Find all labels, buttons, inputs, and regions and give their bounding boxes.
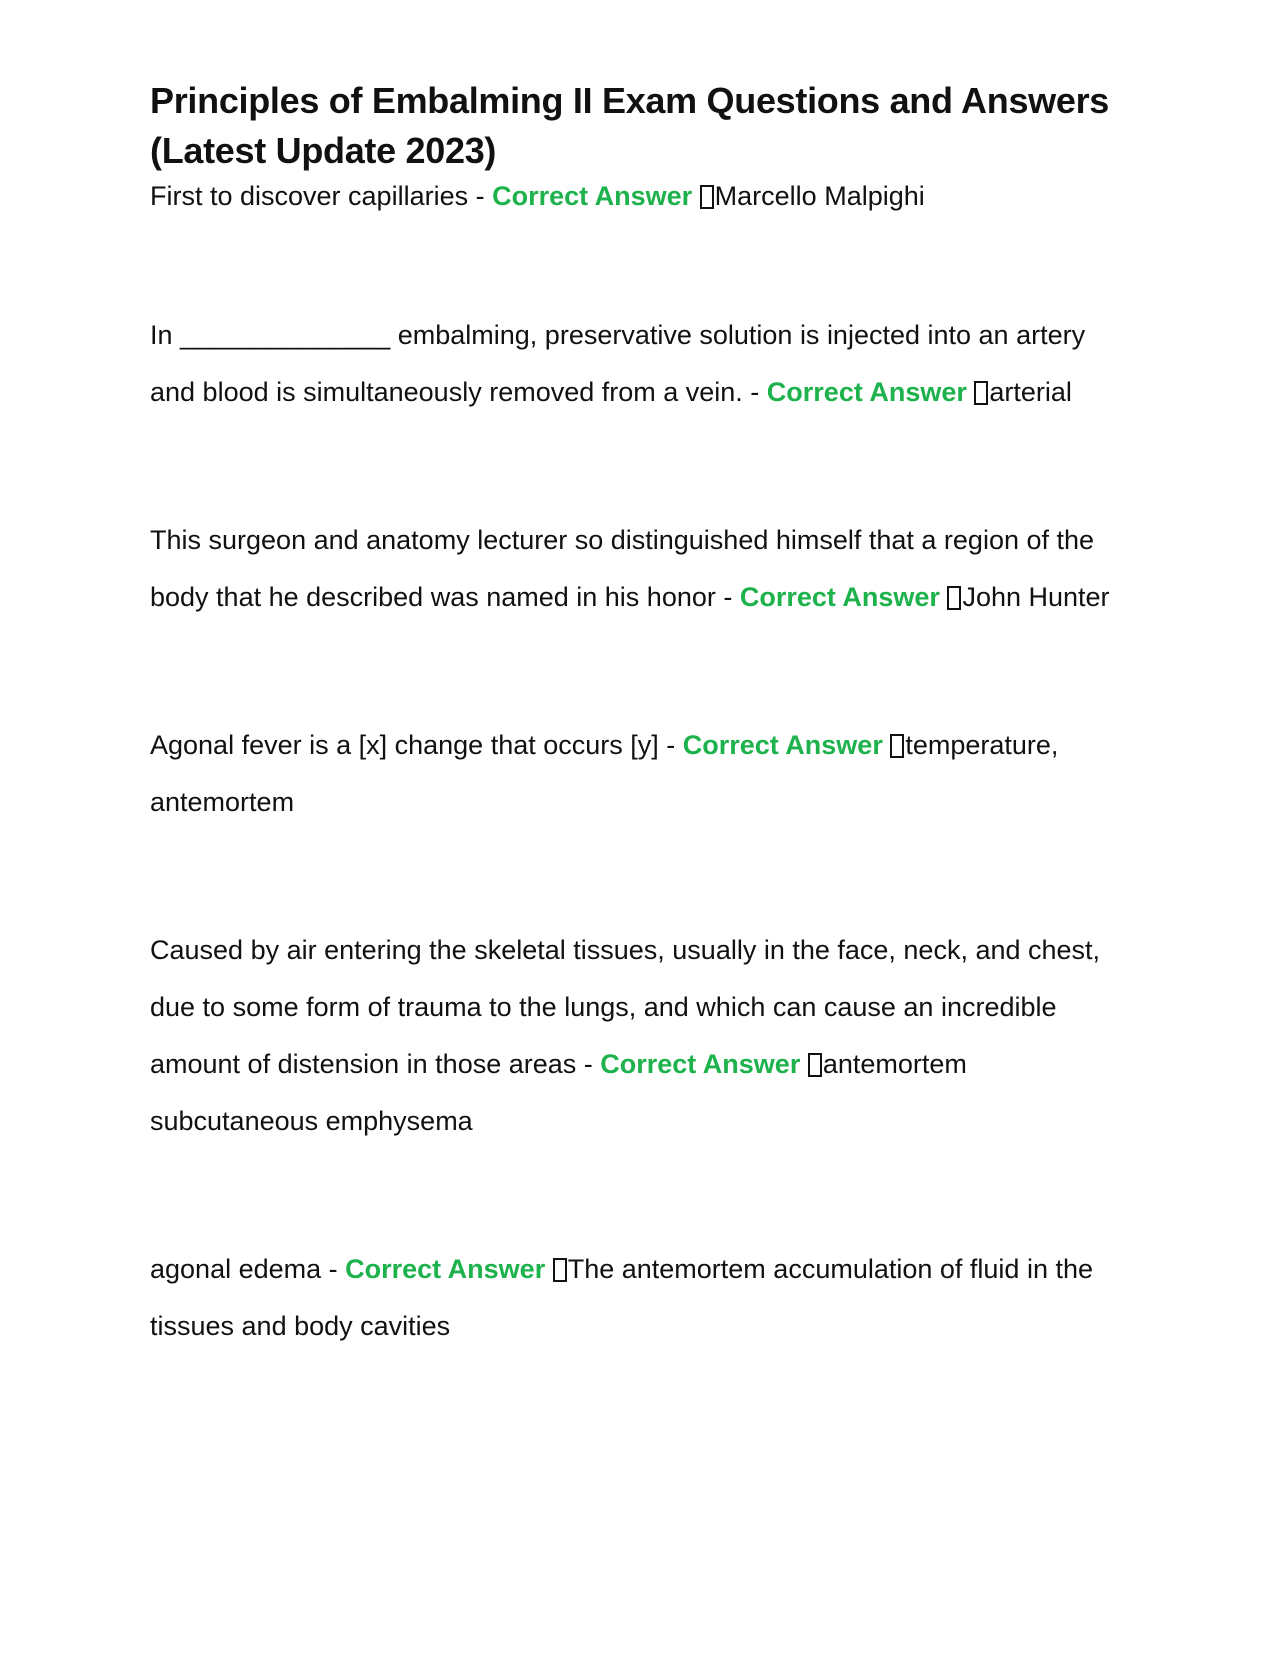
question-text: Caused by air entering the skeletal tissues, usually in the face, neck, and chest, due to some form of trauma to the lungs, and which can cause an incredible amount of distension in those areas - — [150, 935, 1101, 1079]
answer-text: Marcello Malpighi — [714, 181, 925, 211]
missing-glyph-box-icon — [700, 185, 714, 209]
question-text: First to discover capillaries - — [150, 181, 493, 211]
question-text: This surgeon and anatomy lecturer so distinguished himself that a region of the body that he described was named in his honor - — [150, 525, 1095, 612]
correct-answer-label: Correct Answer — [682, 730, 883, 760]
missing-glyph-box-icon — [553, 1258, 567, 1282]
qa-item — [150, 922, 1130, 1150]
correct-answer-label: Correct Answer — [766, 377, 967, 407]
qa-item — [150, 307, 1130, 421]
question-text: agonal edema - — [150, 1254, 346, 1284]
qa-item — [150, 176, 1130, 216]
correct-answer-label: Correct Answer — [345, 1254, 546, 1284]
document-title: Principles of Embalming II Exam Questions and Answers (Latest Update 2023) — [150, 80, 1110, 171]
answer-text: The antemortem accumulation of fluid in the tissues and body cavities — [150, 1254, 1093, 1341]
question-text: In ______________ embalming, preservative solution is injected into an artery and blood is simultaneously removed from a vein. - — [150, 320, 1086, 407]
answer-text: temperature, antemortem — [150, 730, 1059, 817]
missing-glyph-box-icon — [808, 1053, 822, 1077]
qa-item — [150, 717, 1130, 831]
qa-item — [150, 512, 1130, 626]
question-text: Agonal fever is a [x] change that occurs [y] - — [150, 730, 683, 760]
correct-answer-label: Correct Answer — [492, 181, 693, 211]
missing-glyph-box-icon — [947, 586, 961, 610]
answer-text: John Hunter — [962, 582, 1110, 612]
answer-text: antemortem subcutaneous emphysema — [150, 1049, 967, 1136]
answer-text: arterial — [989, 377, 1072, 407]
correct-answer-label: Correct Answer — [600, 1049, 801, 1079]
qa-item — [150, 1241, 1130, 1355]
correct-answer-label: Correct Answer — [739, 582, 940, 612]
missing-glyph-box-icon — [974, 381, 988, 405]
document-page — [150, 76, 1130, 1355]
missing-glyph-box-icon — [890, 734, 904, 758]
